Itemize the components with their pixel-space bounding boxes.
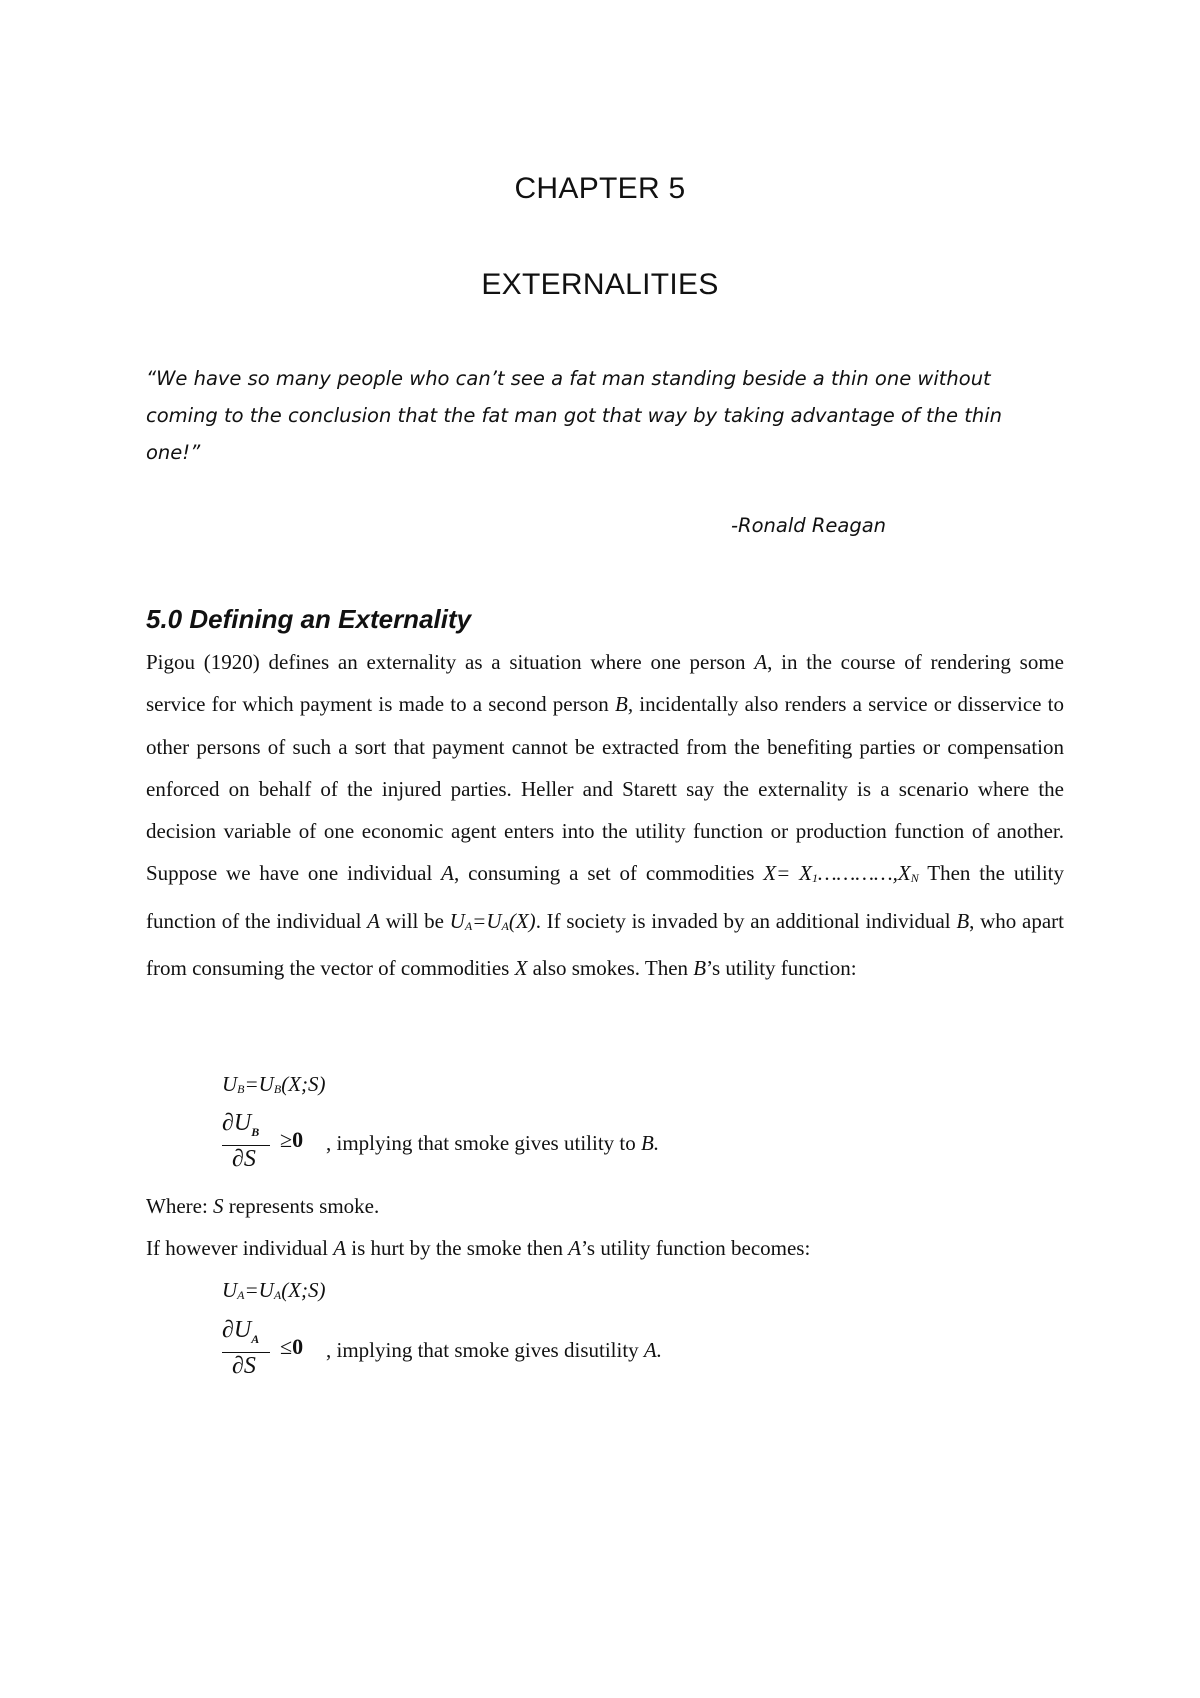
section-paragraph: Pigou (1920) defines an externality as a situation where one person A, in the course of rendering some service for which payment is made to a second person B, incidentally also renders a service or disservice to other persons of such a sort that payment cannot be extracted from the benefiting parties or compensation enforced on behalf of the injured parties. Heller and Starett say the externality is a scenario where the decision variable of one economic agent enters into the utility function or production function of another. Suppose we have one individual A, consuming a set of commodities $X= X_1\dots\dots\dots\dots,X_N$ Then the utility function of the individual A will be $U_A=U_A(X)$. If society is invaded by an additional individual B, who apart from consuming the vector of commodities X also smokes. Then B’s utility function: <box>146 650 1064 981</box>
chapter-title: EXTERNALITIES <box>481 268 719 301</box>
chapter-number: CHAPTER 5 <box>514 172 686 205</box>
equation-utility-b: $U_B=U_B(X;S)$ <box>222 1072 326 1096</box>
epigraph-quote: “We have so many people who can’t see a fat man standing beside a thin one without coming to the conclusion that the fat man got that way by taking advantage of the thin one!” <box>146 367 1002 464</box>
epigraph-author: -Ronald Reagan <box>731 514 887 537</box>
equation-utility-a: $U_A=U_A(X;S)$ <box>222 1278 326 1302</box>
where-line: Where: S represents smoke. <box>146 1194 380 1218</box>
if-line: If however individual A is hurt by the smoke then A’s utility function becomes: <box>146 1236 811 1260</box>
section-heading: 5.0 Defining an Externality <box>146 604 472 634</box>
document-page: CHAPTER 5 EXTERNALITIES “We have so many people who can’t see a fat man standing beside a thin one without coming to the conclusion that the fat man got that way by taking advantage of the thin one!” -Ronald Reagan 5.0 Defining an Externality Pigou (1920) defines an externality as a situation where one person A, in the course of rendering some service for which payment is made to a second person B, incidentally also renders a service or disservice to other persons of such a sort that payment cannot be extracted from the benefiting parties or compensation enforced on behalf of the injured parties. Heller and Starett say the externality is a scenario where the decision variable of one economic agent enters into the utility function or production function of another. Suppose we have one individual A, consuming a set of commodities $X= X_1\dots\dots\dots\dots,X_N$ Then the utility function of the individual A will be $U_A=U_A(X)$. If society is invaded by an additional individual B, who apart from consuming the vector of commodities X also smokes. Then B’s utility function: $U_B=U_B(X;S)$ $\partial U_B$ ∂S ≥0 , implying that smoke gives utility to B. Where: S represents smoke. If however individual A is hurt by the smoke then A’s utility function becomes: $U_A=U_A(X;S)$ $\partial U_A$ ∂S ≤0 , implying that smoke gives disutility A. <box>0 0 1200 1698</box>
